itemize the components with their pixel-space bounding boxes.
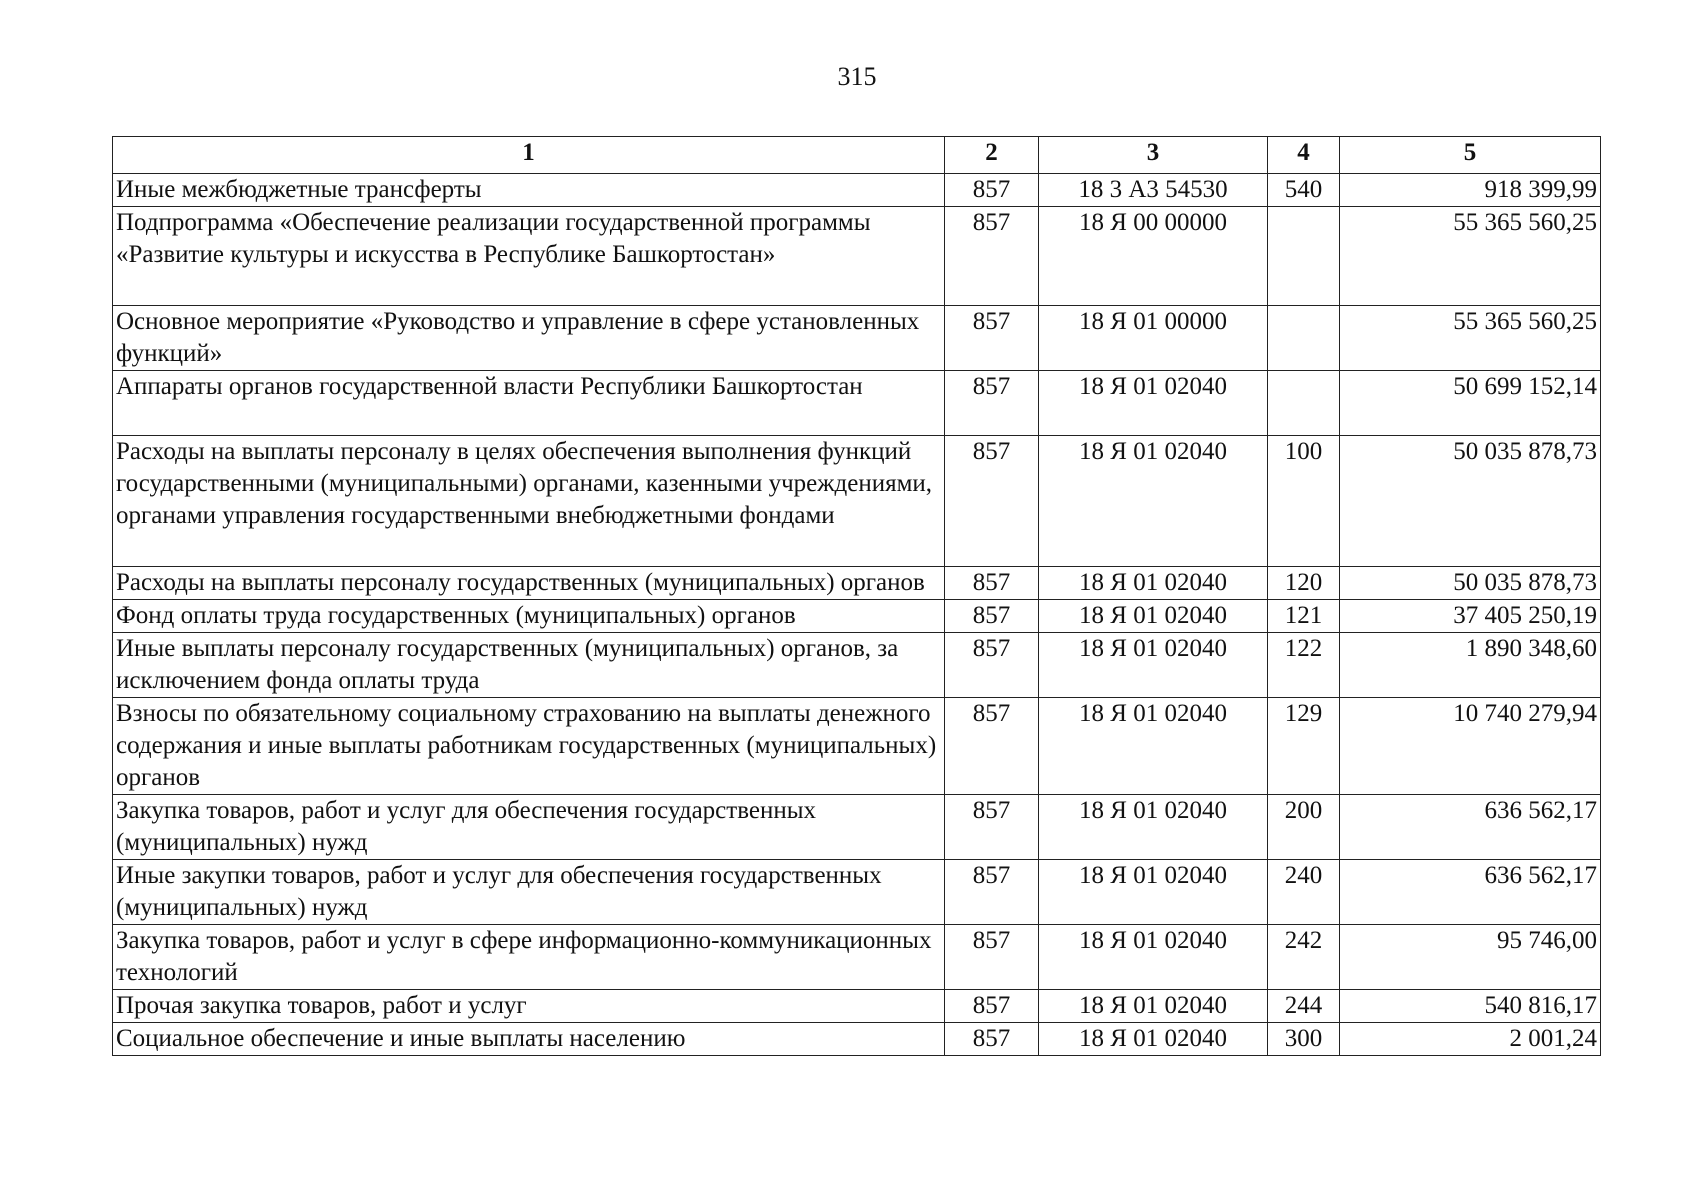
row-ved-code: 857 bbox=[945, 990, 1039, 1023]
row-expense-type: 200 bbox=[1268, 795, 1340, 860]
row-name: Основное мероприятие «Руководство и управление в сфере установленных функций» bbox=[113, 306, 945, 371]
row-amount: 540 816,17 bbox=[1340, 990, 1601, 1023]
row-name: Расходы на выплаты персоналу в целях обеспечения выполнения функций государственными (муниципальными) органами, казенными учреждениями, органами управления государственными внебюджетными фондами bbox=[113, 436, 945, 567]
row-ved-code: 857 bbox=[945, 174, 1039, 207]
row-ved-code: 857 bbox=[945, 860, 1039, 925]
table-row bbox=[113, 600, 1601, 633]
row-ved-code: 857 bbox=[945, 600, 1039, 633]
row-amount: 918 399,99 bbox=[1340, 174, 1601, 207]
row-target-code: 18 Я 01 02040 bbox=[1039, 633, 1268, 698]
row-ved-code: 857 bbox=[945, 371, 1039, 436]
row-expense-type bbox=[1268, 371, 1340, 436]
row-name: Закупка товаров, работ и услуг в сфере информационно-коммуникационных технологий bbox=[113, 925, 945, 990]
row-ved-code: 857 bbox=[945, 698, 1039, 795]
row-amount: 50 035 878,73 bbox=[1340, 567, 1601, 600]
row-target-code: 18 Я 01 02040 bbox=[1039, 371, 1268, 436]
row-target-code: 18 Я 01 02040 bbox=[1039, 436, 1268, 567]
table-header-row bbox=[113, 137, 1601, 174]
row-target-code: 18 Я 01 00000 bbox=[1039, 306, 1268, 371]
table-row bbox=[113, 207, 1601, 306]
row-target-code: 18 Я 01 02040 bbox=[1039, 795, 1268, 860]
row-ved-code: 857 bbox=[945, 925, 1039, 990]
table-row bbox=[113, 436, 1601, 567]
row-amount: 1 890 348,60 bbox=[1340, 633, 1601, 698]
row-expense-type: 120 bbox=[1268, 567, 1340, 600]
row-amount: 55 365 560,25 bbox=[1340, 306, 1601, 371]
row-target-code: 18 Я 01 02040 bbox=[1039, 990, 1268, 1023]
column-header-1: 1 bbox=[113, 137, 945, 174]
row-target-code: 18 Я 00 00000 bbox=[1039, 207, 1268, 306]
row-ved-code: 857 bbox=[945, 795, 1039, 860]
row-target-code: 18 Я 01 02040 bbox=[1039, 925, 1268, 990]
row-amount: 50 699 152,14 bbox=[1340, 371, 1601, 436]
column-header-5: 5 bbox=[1340, 137, 1601, 174]
row-target-code: 18 Я 01 02040 bbox=[1039, 860, 1268, 925]
row-name: Иные выплаты персоналу государственных (муниципальных) органов, за исключением фонда оплаты труда bbox=[113, 633, 945, 698]
table-row bbox=[113, 174, 1601, 207]
column-header-2: 2 bbox=[945, 137, 1039, 174]
row-expense-type: 129 bbox=[1268, 698, 1340, 795]
row-amount: 2 001,24 bbox=[1340, 1023, 1601, 1056]
row-expense-type: 244 bbox=[1268, 990, 1340, 1023]
table-row bbox=[113, 795, 1601, 860]
row-name: Прочая закупка товаров, работ и услуг bbox=[113, 990, 945, 1023]
row-amount: 37 405 250,19 bbox=[1340, 600, 1601, 633]
row-name: Фонд оплаты труда государственных (муниципальных) органов bbox=[113, 600, 945, 633]
row-expense-type: 122 bbox=[1268, 633, 1340, 698]
row-expense-type: 242 bbox=[1268, 925, 1340, 990]
row-amount: 50 035 878,73 bbox=[1340, 436, 1601, 567]
row-name: Иные межбюджетные трансферты bbox=[113, 174, 945, 207]
table-row bbox=[113, 698, 1601, 795]
row-expense-type: 540 bbox=[1268, 174, 1340, 207]
row-expense-type bbox=[1268, 306, 1340, 371]
row-name: Закупка товаров, работ и услуг для обеспечения государственных (муниципальных) нужд bbox=[113, 795, 945, 860]
row-name: Аппараты органов государственной власти Республики Башкортостан bbox=[113, 371, 945, 436]
row-name: Взносы по обязательному социальному страхованию на выплаты денежного содержания и иные выплаты работникам государственных (муниципальных) органов bbox=[113, 698, 945, 795]
row-target-code: 18 Я 01 02040 bbox=[1039, 600, 1268, 633]
table-row bbox=[113, 860, 1601, 925]
row-expense-type: 300 bbox=[1268, 1023, 1340, 1056]
row-amount: 95 746,00 bbox=[1340, 925, 1601, 990]
row-target-code: 18 3 А3 54530 bbox=[1039, 174, 1268, 207]
table-row bbox=[113, 567, 1601, 600]
column-header-4: 4 bbox=[1268, 137, 1340, 174]
row-ved-code: 857 bbox=[945, 436, 1039, 567]
row-ved-code: 857 bbox=[945, 1023, 1039, 1056]
row-target-code: 18 Я 01 02040 bbox=[1039, 567, 1268, 600]
row-expense-type: 240 bbox=[1268, 860, 1340, 925]
row-target-code: 18 Я 01 02040 bbox=[1039, 1023, 1268, 1056]
column-header-3: 3 bbox=[1039, 137, 1268, 174]
row-expense-type: 100 bbox=[1268, 436, 1340, 567]
row-amount: 55 365 560,25 bbox=[1340, 207, 1601, 306]
row-amount: 10 740 279,94 bbox=[1340, 698, 1601, 795]
table-row bbox=[113, 371, 1601, 436]
row-name: Расходы на выплаты персоналу государственных (муниципальных) органов bbox=[113, 567, 945, 600]
table-row bbox=[113, 925, 1601, 990]
row-target-code: 18 Я 01 02040 bbox=[1039, 698, 1268, 795]
row-amount: 636 562,17 bbox=[1340, 795, 1601, 860]
row-expense-type: 121 bbox=[1268, 600, 1340, 633]
row-amount: 636 562,17 bbox=[1340, 860, 1601, 925]
budget-table bbox=[112, 136, 1601, 1056]
row-ved-code: 857 bbox=[945, 207, 1039, 306]
row-name: Социальное обеспечение и иные выплаты населению bbox=[113, 1023, 945, 1056]
row-ved-code: 857 bbox=[945, 633, 1039, 698]
table-row bbox=[113, 990, 1601, 1023]
table-row bbox=[113, 1023, 1601, 1056]
row-name: Подпрограмма «Обеспечение реализации государственной программы «Развитие культуры и искусства в Республике Башкортостан» bbox=[113, 207, 945, 306]
page-number: 315 bbox=[837, 62, 877, 91]
row-ved-code: 857 bbox=[945, 306, 1039, 371]
row-name: Иные закупки товаров, работ и услуг для обеспечения государственных (муниципальных) нужд bbox=[113, 860, 945, 925]
table-row bbox=[113, 306, 1601, 371]
row-ved-code: 857 bbox=[945, 567, 1039, 600]
row-expense-type bbox=[1268, 207, 1340, 306]
table-row bbox=[113, 633, 1601, 698]
